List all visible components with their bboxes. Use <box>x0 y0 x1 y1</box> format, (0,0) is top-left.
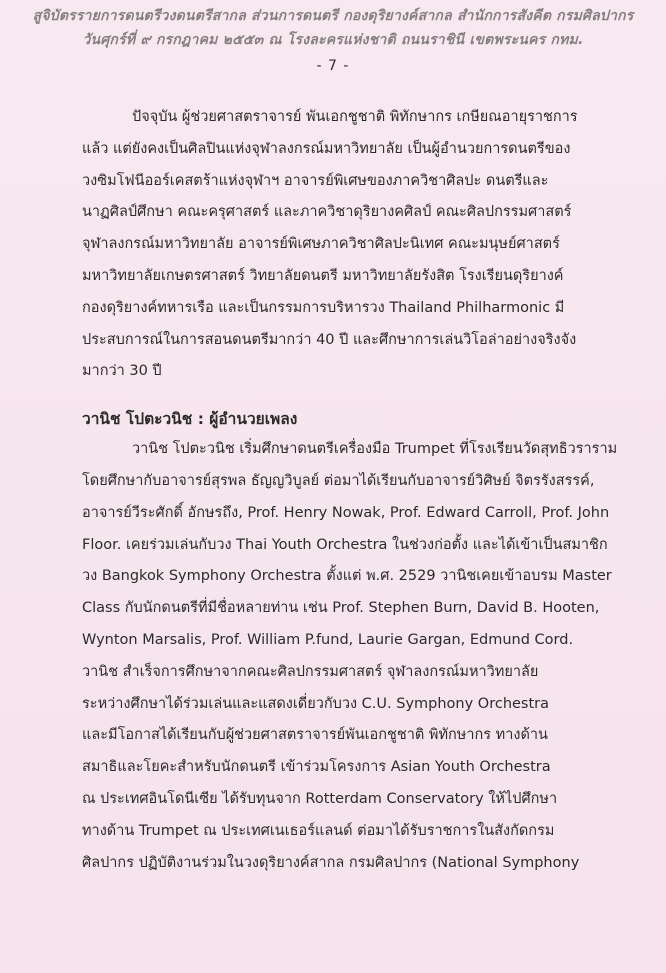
paragraph-line: วงซิมโฟนีออร์เคสตร้าแห่งจุฬาฯ อาจารย์พิเศษของภาควิชาศิลปะ ดนตรีและ <box>82 172 549 189</box>
paragraph-line: Floor. เคยร่วมเล่นกับวง Thai Youth Orchestra ในช่วงก่อตั้ง และได้เข้าเป็นสมาชิก <box>82 536 608 553</box>
header-line-2: วันศุกร์ที่ ๙ กรกฎาคม ๒๕๕๓ ณ โรงละครแห่งชาติ ถนนราชินี เขตพระนคร กทม. <box>82 32 584 48</box>
paragraph-line: วานิช สำเร็จการศึกษาจากคณะศิลปกรรมศาสตร์ จุฬาลงกรณ์มหาวิทยาลัย <box>82 663 539 680</box>
paragraph-line: แล้ว แต่ยังคงเป็นศิลปินแห่งจุฬาลงกรณ์มหาวิทยาลัย เป็นผู้อำนวยการดนตรีของ <box>82 140 571 157</box>
page-number: - 7 - <box>316 58 350 74</box>
paragraph-line: อาจารย์วีระศักดิ์ อักษรถึง, Prof. Henry Nowak, Prof. Edward Carroll, Prof. John <box>82 504 610 521</box>
paragraph-line: โดยศึกษากับอาจารย์สุรพล ธัญญวิบูลย์ ต่อมาได้เรียนกับอาจารย์วิศิษย์ จิตรรังสรรค์, <box>82 472 595 489</box>
section-title: วานิช โปตะวนิช : ผู้อำนวยเพลง <box>82 410 298 429</box>
paragraph-line: มากว่า 30 ปี <box>82 363 162 380</box>
paragraph-line: ระหว่างศึกษาได้ร่วมเล่นและแสดงเดี่ยวกับวง C.U. Symphony Orchestra <box>82 695 550 712</box>
paragraph-1 <box>82 102 642 388</box>
paragraph-line: นาฏศิลป์ศึกษา คณะครุศาสตร์ และภาควิชาดุริยางคศิลป์ คณะศิลปกรรมศาสตร์ <box>82 204 572 221</box>
paragraph-line: ทางด้าน Trumpet ณ ประเทศเนเธอร์แลนด์ ต่อมาได้รับราชการในสังกัดกรม <box>82 822 555 839</box>
paragraph-line: ประสบการณ์ในการสอนดนตรีมากว่า 40 ปี และศึกษาการเล่นวิโอล่าอย่างจริงจัง <box>82 331 577 348</box>
paragraph-line: Class กับนักดนตรีที่มีชื่อหลายท่าน เช่น Prof. Stephen Burn, David B. Hooten, <box>82 600 600 617</box>
paragraph-line: และมีโอกาสได้เรียนกับผู้ช่วยศาสตราจารย์พันเอกชูชาติ พิทักษากร ทางด้าน <box>82 727 548 744</box>
body-text <box>82 102 642 879</box>
page-header <box>0 4 666 52</box>
paragraph-line: มหาวิทยาลัยเกษตรศาสตร์ วิทยาลัยดนตรี มหาวิทยาลัยรังสิต โรงเรียนดุริยางค์ <box>82 267 564 284</box>
paragraph-line: ศิลปากร ปฏิบัติงานร่วมในวงดุริยางค์สากล กรมศิลปากร (National Symphony <box>82 854 580 871</box>
paragraph-line: วานิช โปตะวนิช เริ่มศึกษาดนตรีเครื่องมือ Trumpet ที่โรงเรียนวัดสุทธิวราราม <box>132 441 618 458</box>
paragraph-line: Wynton Marsalis, Prof. William P.fund, Laurie Gargan, Edmund Cord. <box>82 631 574 648</box>
paragraph-line: สมาธิและโยคะสำหรับนักดนตรี เข้าร่วมโครงการ Asian Youth Orchestra <box>82 759 551 776</box>
paragraph-gap <box>82 388 642 404</box>
paragraph-line: ปัจจุบัน ผู้ช่วยศาสตราจารย์ พันเอกชูชาติ พิทักษากร เกษียณอายุราชการ <box>132 109 578 125</box>
paragraph-2 <box>82 434 642 879</box>
header-line-1: สูจิบัตรรายการดนตรีวงดนตรีสากล ส่วนการดนตรี กองดุริยางค์สากล สำนักการสังคีต กรมศิลปากร <box>32 8 634 24</box>
paragraph-line: ณ ประเทศอินโดนีเซีย ได้รับทุนจาก Rotterdam Conservatory ให้ไปศึกษา <box>82 790 558 807</box>
paragraph-line: วง Bangkok Symphony Orchestra ตั้งแต่ พ.ศ. 2529 วานิชเคยเข้าอบรม Master <box>82 568 612 585</box>
paragraph-line: จุฬาลงกรณ์มหาวิทยาลัย อาจารย์พิเศษภาควิชาศิลปะนิเทศ คณะมนุษย์ศาสตร์ <box>82 236 560 253</box>
paragraph-line: กองดุริยางค์ทหารเรือ และเป็นกรรมการบริหารวง Thailand Philharmonic มี <box>82 299 565 316</box>
